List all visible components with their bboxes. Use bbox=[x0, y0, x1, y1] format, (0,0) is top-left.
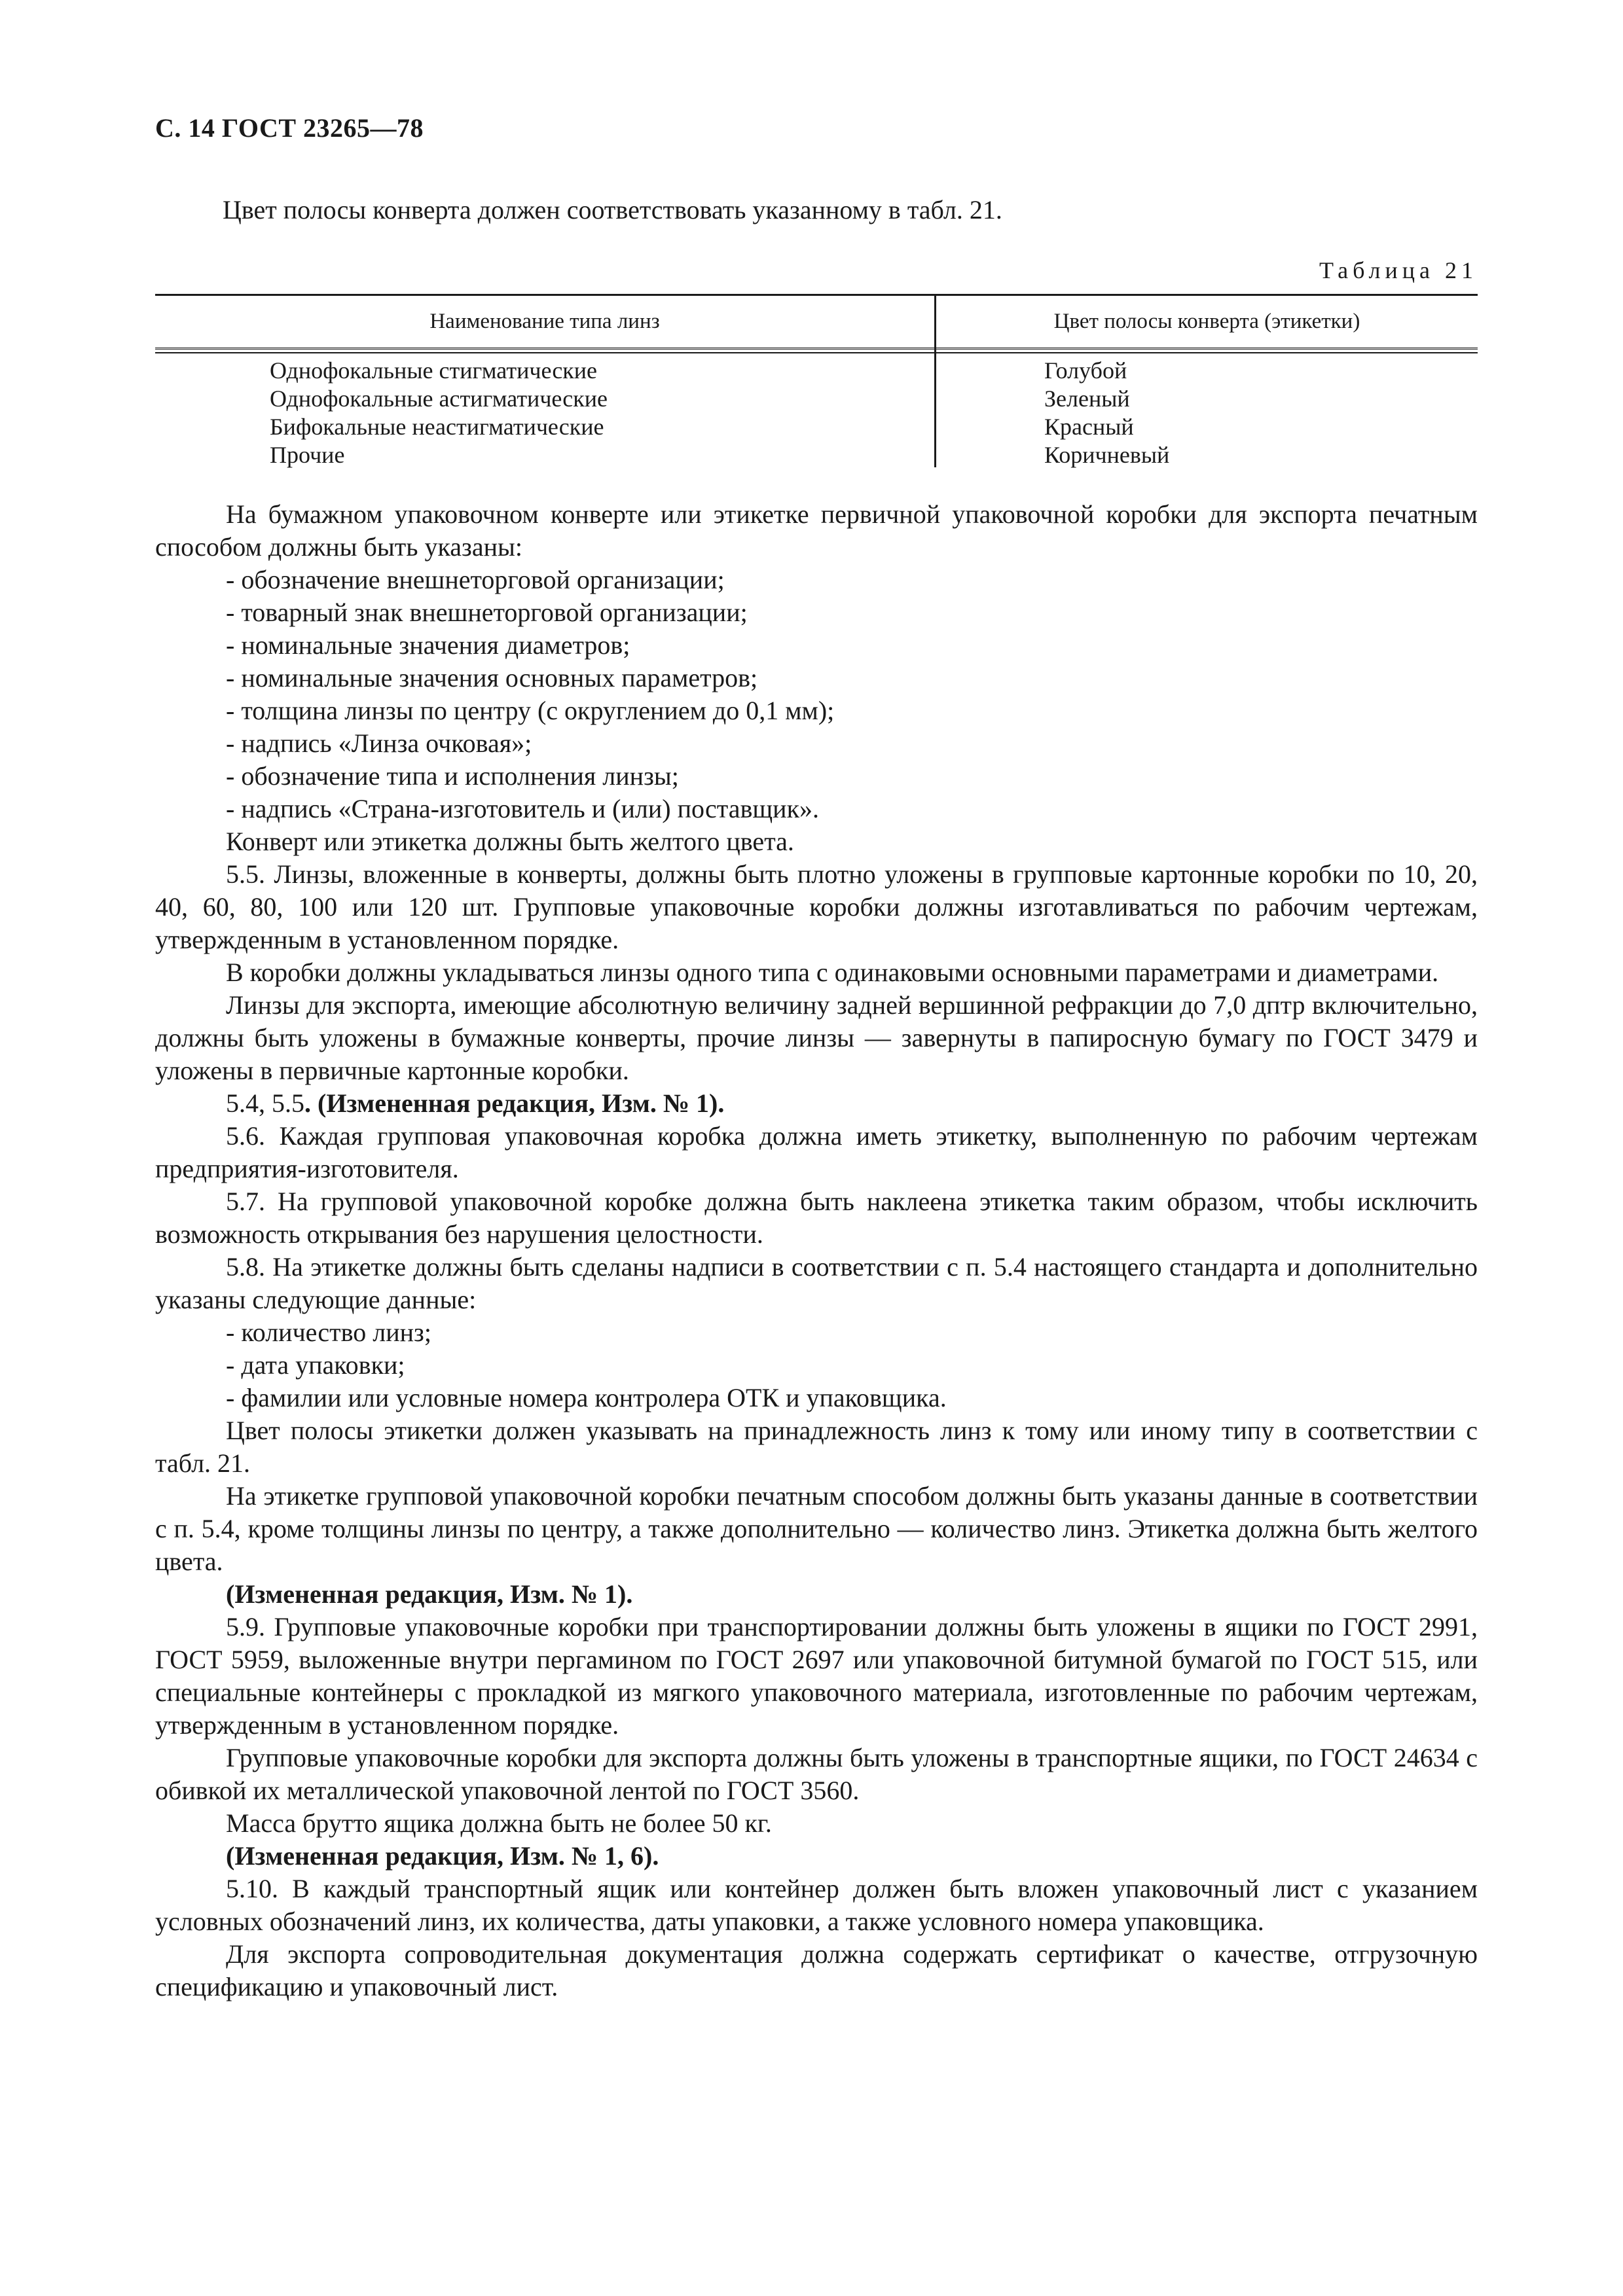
amendment-clauses: 5.4, 5.5 bbox=[226, 1088, 304, 1118]
list-item: - количество линз; bbox=[226, 1318, 431, 1347]
intro-text: Цвет полосы конверта должен соответствовать указанному в табл. 21. bbox=[223, 195, 1002, 224]
table-cell-color: Голубой bbox=[1044, 357, 1127, 384]
table-header-lens-type: Наименование типа линз bbox=[429, 310, 660, 333]
table-column-colors bbox=[1044, 357, 1169, 469]
list-item: - номинальные значения основных параметров; bbox=[226, 663, 758, 692]
table-top-rule bbox=[155, 294, 1478, 296]
paragraph: В коробки должны укладываться линзы одного типа с одинаковыми основными параметрами и диаметрами. bbox=[226, 958, 1439, 987]
table-header-envelope-color: Цвет полосы конверта (этикетки) bbox=[1053, 310, 1360, 333]
table-caption: Таблица 21 bbox=[1319, 257, 1478, 283]
paragraph: Групповые упаковочные коробки для экспорта должны быть уложены в транспортные ящики, по ГОСТ 24634 с обивкой их металлической упаковочной лентой по ГОСТ 3560. bbox=[155, 1743, 1478, 1805]
table-cell-color: Коричневый bbox=[1044, 442, 1170, 468]
table-cell-type: Прочие bbox=[270, 442, 345, 468]
lens-color-table bbox=[155, 294, 1478, 467]
amendment-label: . (Измененная редакция, Изм. № 1). bbox=[304, 1088, 725, 1118]
list-item: - товарный знак внешнеторговой организации; bbox=[226, 598, 748, 627]
amendment-note bbox=[155, 1087, 1478, 1120]
table-cell-type: Однофокальные астигматические bbox=[270, 386, 608, 412]
paragraph: Конверт или этикетка должны быть желтого цвета. bbox=[226, 827, 794, 856]
list-item: - надпись «Страна-изготовитель и (или) поставщик». bbox=[226, 794, 819, 823]
amendment-note: (Измененная редакция, Изм. № 1). bbox=[226, 1579, 633, 1609]
paragraph: На этикетке групповой упаковочной коробки печатным способом должны быть указаны данные в соответствии с п. 5.4, кроме толщины линзы по центру, а также дополнительно — количество линз. Этикетка должна быть желтого цвета. bbox=[155, 1481, 1478, 1576]
table-header-rule bbox=[155, 348, 1478, 353]
table-cell-color: Зеленый bbox=[1044, 386, 1130, 412]
paragraph: Масса брутто ящика должна быть не более 50 кг. bbox=[226, 1808, 772, 1838]
table-cell-color: Красный bbox=[1044, 414, 1134, 440]
clause-5-8: 5.8. На этикетке должны быть сделаны надписи в соответствии с п. 5.4 настоящего стандарта и дополнительно указаны следующие данные: bbox=[155, 1252, 1478, 1314]
table-cell-type: Бифокальные неастигматические bbox=[270, 414, 604, 440]
list-item: - толщина линзы по центру (с округлением до 0,1 мм); bbox=[226, 696, 835, 725]
paragraph: Для экспорта сопроводительная документация должна содержать сертификат о качестве, отгрузочную спецификацию и упаковочный лист. bbox=[155, 1939, 1478, 2001]
paragraph: Цвет полосы этикетки должен указывать на принадлежность линз к тому или иному типу в соответствии с табл. 21. bbox=[155, 1416, 1478, 1478]
clause-5-6: 5.6. Каждая групповая упаковочная коробка должна иметь этикетку, выполненную по рабочим чертежам предприятия-изготовителя. bbox=[155, 1121, 1478, 1183]
amendment-note: (Измененная редакция, Изм. № 1, 6). bbox=[226, 1841, 659, 1871]
paragraph: Линзы для экспорта, имеющие абсолютную величину задней вершинной рефракции до 7,0 дптр включительно, должны быть уложены в бумажные конверты, прочие линзы — завернуты в папиросную бумагу по ГОСТ 3479 и уложены в первичные картонные коробки. bbox=[155, 990, 1478, 1085]
table-cell-type: Однофокальные стигматические bbox=[270, 357, 598, 384]
clause-5-10: 5.10. В каждый транспортный ящик или контейнер должен быть вложен упаковочный лист с указанием условных обозначений линз, их количества, даты упаковки, а также условного номера упаковщика. bbox=[155, 1874, 1478, 1936]
paragraph: На бумажном упаковочном конверте или этикетке первичной упаковочной коробки для экспорта печатным способом должны быть указаны: bbox=[155, 499, 1478, 562]
list-item: - номинальные значения диаметров; bbox=[226, 630, 630, 660]
list-item: - дата упаковки; bbox=[226, 1350, 405, 1380]
clause-5-7: 5.7. На групповой упаковочной коробке должна быть наклеена этикетка таким образом, чтобы исключить возможность открывания без нарушения целостности. bbox=[155, 1187, 1478, 1249]
list-item: - фамилии или условные номера контролера ОТК и упаковщика. bbox=[226, 1383, 947, 1412]
list-item: - обозначение типа и исполнения линзы; bbox=[226, 761, 679, 791]
list-item: - обозначение внешнеторговой организации; bbox=[226, 565, 725, 594]
page-header: С. 14 ГОСТ 23265—78 bbox=[155, 113, 424, 143]
clause-5-5: 5.5. Линзы, вложенные в конверты, должны быть плотно уложены в групповые картонные коробки по 10, 20, 40, 60, 80, 100 или 120 шт. Групповые упаковочные коробки должны изготавливаться по рабочим чертежам, утвержденным в установленном порядке. bbox=[155, 859, 1478, 954]
table-column-lens-types bbox=[270, 357, 608, 469]
list-item: - надпись «Линза очковая»; bbox=[226, 728, 532, 758]
clause-5-9: 5.9. Групповые упаковочные коробки при транспортировании должны быть уложены в ящики по ГОСТ 2991, ГОСТ 5959, выложенные внутри пергамином по ГОСТ 2697 или упаковочной битумной бумагой по ГОСТ 515, или специальные контейнеры с прокладкой из мягкого упаковочного материала, изготовленные по рабочим чертежам, утвержденным в установленном порядке. bbox=[155, 1612, 1478, 1740]
document-body bbox=[155, 498, 1478, 2003]
